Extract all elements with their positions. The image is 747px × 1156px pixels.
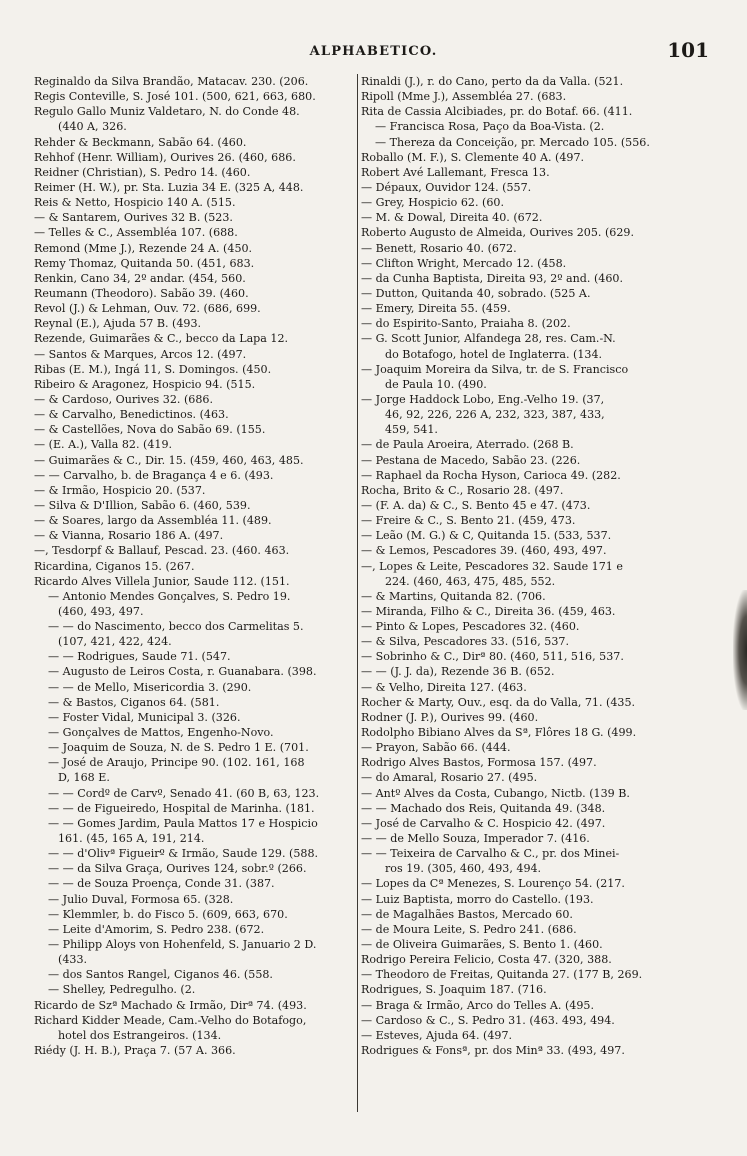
directory-entry: — G. Scott Junior, Alfandega 28, res. Cam.-N. — [361, 332, 616, 346]
directory-entry: Roballo (M. F.), S. Clemente 40 A. (497. — [361, 150, 585, 164]
directory-entry: — — (J. J. da), Rezende 36 B. (652. — [361, 665, 555, 679]
right-column — [361, 74, 717, 1058]
directory-entry: Reidner (Christian), S. Pedro 14. (460. — [34, 165, 251, 179]
directory-entry: 459, 541. — [385, 423, 438, 437]
running-title: ALPHABETICO. — [309, 44, 438, 59]
directory-entry: (460, 493, 497. — [58, 604, 144, 618]
directory-entry: — de Magalhães Bastos, Mercado 60. — [361, 907, 573, 921]
page-number: 101 — [667, 38, 709, 62]
directory-entry: Rocher & Marty, Ouv., esq. da do Valla, 71. (435. — [361, 695, 636, 709]
directory-entry: — Dutton, Quitanda 40, sobrado. (525 A. — [361, 286, 591, 300]
directory-entry: Ricardo de Szª Machado & Irmão, Dirª 74. (493. — [34, 998, 307, 1012]
directory-entry: — — d'Olivª Figueirº & Irmão, Saude 129. (588. — [48, 847, 319, 861]
directory-entry: — & Bastos, Ciganos 64. (581. — [48, 695, 220, 709]
directory-entry: — — Carvalho, b. de Bragança 4 e 6. (493. — [34, 468, 274, 482]
directory-entry: Robert Avé Lallemant, Fresca 13. — [361, 165, 550, 179]
directory-entry: — Telles & C., Assembléa 107. (688. — [34, 226, 238, 240]
directory-entry: — Dépaux, Ouvidor 124. (557. — [361, 180, 532, 194]
directory-entry: Ribeiro & Aragonez, Hospicio 94. (515. — [34, 377, 256, 391]
left-column — [34, 74, 363, 1058]
directory-entry: 224. (460, 463, 475, 485, 552. — [385, 574, 556, 588]
directory-entry: — & Velho, Direita 127. (463. — [361, 680, 527, 694]
directory-entry: — Joaquim Moreira da Silva, tr. de S. Francisco — [361, 362, 629, 376]
directory-entry: — do Espirito-Santo, Praiaha 8. (202. — [361, 317, 571, 331]
directory-entry: — & Martins, Quitanda 82. (706. — [361, 589, 546, 603]
directory-entry: — de Paula Aroeira, Aterrado. (268 B. — [361, 438, 574, 452]
directory-entry: — Lopes da Cª Menezes, S. Lourenço 54. (217. — [361, 877, 625, 891]
directory-entry: — Augusto de Leiros Costa, r. Guanabara. (398. — [48, 665, 317, 679]
directory-entry: Roberto Augusto de Almeida, Ourives 205. (629. — [361, 226, 634, 240]
directory-entry: — de Moura Leite, S. Pedro 241. (686. — [361, 922, 577, 936]
directory-entry: — Santos & Marques, Arcos 12. (497. — [34, 347, 247, 361]
directory-entry: — & Silva, Pescadores 33. (516, 537. — [361, 635, 569, 649]
directory-entry: — Cardoso & C., S. Pedro 31. (463. 493, 494. — [361, 1013, 615, 1027]
directory-entry: Ripoll (Mme J.), Assembléa 27. (683. — [361, 90, 567, 104]
directory-entry: ros 19. (305, 460, 493, 494. — [385, 862, 542, 876]
directory-entry: — Guimarães & C., Dir. 15. (459, 460, 463, 485. — [34, 453, 304, 467]
directory-entry: — & Vianna, Rosario 186 A. (497. — [34, 529, 224, 543]
directory-entry: — do Amaral, Rosario 27. (495. — [361, 771, 538, 785]
directory-entry: Rocha, Brito & C., Rosario 28. (497. — [361, 483, 564, 497]
directory-entry: 46, 92, 226, 226 A, 232, 323, 387, 433, — [385, 408, 605, 422]
directory-entry: — de Oliveira Guimarães, S. Bento 1. (460. — [361, 938, 603, 952]
directory-entry: hotel dos Estrangeiros. (134. — [58, 1028, 222, 1042]
directory-entry: — Francisca Rosa, Paço da Boa-Vista. (2. — [375, 120, 605, 134]
directory-entry: Renkin, Cano 34, 2º andar. (454, 560. — [34, 271, 246, 285]
directory-entry: Ribas (E. M.), Ingá 11, S. Domingos. (450. — [34, 362, 272, 376]
directory-entry: — — de Figueiredo, Hospital de Marinha. (181. — [48, 801, 315, 815]
directory-entry: —, Tesdorpf & Ballauf, Pescad. 23. (460. 463. — [34, 544, 290, 558]
directory-entry: — M. & Dowal, Direita 40. (672. — [361, 211, 543, 225]
directory-entry: — Emery, Direita 55. (459. — [361, 302, 511, 316]
directory-entry: — Gonçalves de Mattos, Engenho-Novo. — [48, 726, 274, 740]
page-header — [0, 36, 747, 68]
column-divider — [357, 74, 358, 1112]
directory-entry: — Shelley, Pedregulho. (2. — [48, 983, 196, 997]
directory-entry: Reimer (H. W.), pr. Sta. Luzia 34 E. (325 A, 448. — [34, 180, 304, 194]
directory-entry: Ricardina, Ciganos 15. (267. — [34, 559, 195, 573]
directory-entry: — Braga & Irmão, Arco do Telles A. (495. — [361, 998, 595, 1012]
directory-entry: Riédy (J. H. B.), Praça 7. (57 A. 366. — [34, 1044, 236, 1057]
directory-entry: Remy Thomaz, Quitanda 50. (451, 683. — [34, 256, 255, 270]
directory-entry: — — de Mello Souza, Imperador 7. (416. — [361, 832, 590, 846]
directory-entry: — José de Araujo, Principe 90. (102. 161, 168 — [48, 756, 305, 770]
directory-entry: — & Santarem, Ourives 32 B. (523. — [34, 211, 233, 225]
directory-entry: (107, 421, 422, 424. — [58, 635, 172, 649]
directory-entry: — Klemmler, b. do Fisco 5. (609, 663, 670. — [48, 907, 288, 921]
directory-entry: Reis & Netto, Hospicio 140 A. (515. — [34, 196, 236, 210]
directory-entry: — & Carvalho, Benedictinos. (463. — [34, 408, 229, 422]
directory-entry: — Raphael da Rocha Hyson, Carioca 49. (282. — [361, 468, 621, 482]
directory-entry: — Freire & C., S. Bento 21. (459, 473. — [361, 514, 576, 528]
directory-entry: Reumann (Theodoro). Sabão 39. (460. — [34, 286, 249, 300]
directory-entry: Rehder & Beckmann, Sabão 64. (460. — [34, 135, 247, 149]
directory-entry: — Pinto & Lopes, Pescadores 32. (460. — [361, 620, 580, 634]
directory-entry: — Theodoro de Freitas, Quitanda 27. (177 B, 269. — [361, 968, 643, 982]
directory-entry: — Esteves, Ajuda 64. (497. — [361, 1028, 513, 1042]
directory-entry: Revol (J.) & Lehman, Ouv. 72. (686, 699. — [34, 302, 261, 316]
directory-entry: — Joaquim de Souza, N. de S. Pedro 1 E. (701. — [48, 741, 309, 755]
directory-entry: — — Cordº de Carvº, Senado 41. (60 B, 63, 123. — [48, 786, 320, 800]
directory-entry: Regis Conteville, S. José 101. (500, 621, 663, 680. — [34, 90, 316, 104]
directory-entry: — — Teixeira de Carvalho & C., pr. dos Minei- — [361, 847, 620, 861]
directory-entry: — Luiz Baptista, morro do Castello. (193. — [361, 892, 594, 906]
directory-entry: — Jorge Haddock Lobo, Eng.-Velho 19. (37, — [361, 392, 605, 406]
directory-entry: — Philipp Aloys von Hohenfeld, S. Januario 2 D. — [48, 938, 317, 952]
directory-entry: — & Lemos, Pescadores 39. (460, 493, 497. — [361, 544, 607, 558]
directory-entry: Ricardo Alves Villela Junior, Saude 112. (151. — [34, 574, 290, 588]
directory-entry: Reynal (E.), Ajuda 57 B. (493. — [34, 317, 202, 331]
directory-entry: — Benett, Rosario 40. (672. — [361, 241, 517, 255]
directory-entry: — & Soares, largo da Assembléa 11. (489. — [34, 514, 272, 528]
directory-entry: — dos Santos Rangel, Ciganos 46. (558. — [48, 968, 273, 982]
directory-entry: — — do Nascimento, becco dos Carmelitas 5. — [48, 620, 304, 634]
directory-entry: — Silva & D'Illion, Sabão 6. (460, 539. — [34, 498, 251, 512]
directory-entry: 161. (45, 165 A, 191, 214. — [58, 832, 205, 846]
directory-entry: — Antonio Mendes Gonçalves, S. Pedro 19. — [48, 589, 291, 603]
directory-entry: — Leite d'Amorim, S. Pedro 238. (672. — [48, 922, 265, 936]
directory-entry: Rodrigues & Fonsª, pr. dos Minª 33. (493, 497. — [361, 1044, 625, 1057]
directory-entry: — Foster Vidal, Municipal 3. (326. — [48, 710, 241, 724]
directory-entry: — & Castellões, Nova do Sabão 69. (155. — [34, 423, 266, 437]
directory-entry: — (E. A.), Valla 82. (419. — [34, 438, 173, 452]
directory-entry: Remond (Mme J.), Rezende 24 A. (450. — [34, 241, 253, 255]
directory-entry: Rodrigues, S. Joaquim 187. (716. — [361, 983, 547, 997]
directory-entry: Rodner (J. P.), Ourives 99. (460. — [361, 710, 539, 724]
directory-entry: — Thereza da Conceição, pr. Mercado 105. (556. — [375, 135, 650, 149]
directory-entry: Rodolpho Bibiano Alves da Sª, Flôres 18 G. (499. — [361, 726, 637, 740]
directory-entry: — Clifton Wright, Mercado 12. (458. — [361, 256, 567, 270]
directory-entry: — Sobrinho & C., Dirª 80. (460, 511, 516, 537. — [361, 650, 624, 664]
directory-entry: Rinaldi (J.), r. do Cano, perto da da Valla. (521. — [361, 75, 624, 88]
directory-entry: Rezende, Guimarães & C., becco da Lapa 12. — [34, 332, 289, 346]
directory-entry: D, 168 E. — [58, 771, 110, 785]
directory-entry: — — da Silva Graça, Ourives 124, sobr.º (266. — [48, 862, 307, 876]
directory-entry: Rehhof (Henr. William), Ourives 26. (460, 686. — [34, 150, 296, 164]
directory-entry: Rodrigo Alves Bastos, Formosa 157. (497. — [361, 756, 597, 770]
directory-entry: — Pestana de Macedo, Sabão 23. (226. — [361, 453, 581, 467]
directory-entry: — José de Carvalho & C. Hospicio 42. (497. — [361, 816, 606, 830]
directory-entry: — Antº Alves da Costa, Cubango, Nictb. (139 B. — [361, 786, 630, 800]
directory-entry: — Prayon, Sabão 66. (444. — [361, 741, 511, 755]
directory-entry: — — Machado dos Reis, Quitanda 49. (348. — [361, 801, 606, 815]
directory-entry: Regulo Gallo Muniz Valdetaro, N. do Conde 48. — [34, 105, 300, 119]
directory-entry: Rita de Cassia Alcibiades, pr. do Botaf. 66. (411. — [361, 105, 633, 119]
directory-entry: — Julio Duval, Formosa 65. (328. — [48, 892, 234, 906]
directory-entry: (440 A, 326. — [58, 120, 127, 134]
directory-entry: Rodrigo Pereira Felicio, Costa 47. (320, 388. — [361, 953, 612, 967]
directory-entry: — & Cardoso, Ourives 32. (686. — [34, 392, 213, 406]
directory-entry: — Grey, Hospicio 62. (60. — [361, 196, 504, 210]
directory-entry: — & Irmão, Hospicio 20. (537. — [34, 483, 206, 497]
directory-entry: — — Gomes Jardim, Paula Mattos 17 e Hospicio — [48, 816, 318, 830]
directory-entry: — Miranda, Filho & C., Direita 36. (459, 463. — [361, 604, 616, 618]
directory-entry: (433. — [58, 953, 88, 967]
directory-entry: — da Cunha Baptista, Direita 93, 2º and. (460. — [361, 271, 623, 285]
directory-entry: de Paula 10. (490. — [385, 377, 487, 391]
directory-entry: — — de Mello, Misericordia 3. (290. — [48, 680, 252, 694]
directory-entry: — — de Souza Proença, Conde 31. (387. — [48, 877, 275, 891]
directory-entry: Richard Kidder Meade, Cam.-Velho do Botafogo, — [34, 1013, 307, 1027]
directory-entry: —, Lopes & Leite, Pescadores 32. Saude 171 e — [361, 559, 623, 573]
directory-entry: do Botafogo, hotel de Inglaterra. (134. — [385, 347, 603, 361]
directory-entry: — (F. A. da) & C., S. Bento 45 e 47. (473. — [361, 498, 591, 512]
directory-entry: — Leão (M. G.) & C, Quitanda 15. (533, 537. — [361, 529, 612, 543]
binding-shadow — [733, 590, 747, 710]
directory-entry: Reginaldo da Silva Brandão, Matacav. 230. (206. — [34, 75, 309, 88]
directory-entry: — — Rodrigues, Saude 71. (547. — [48, 650, 231, 664]
